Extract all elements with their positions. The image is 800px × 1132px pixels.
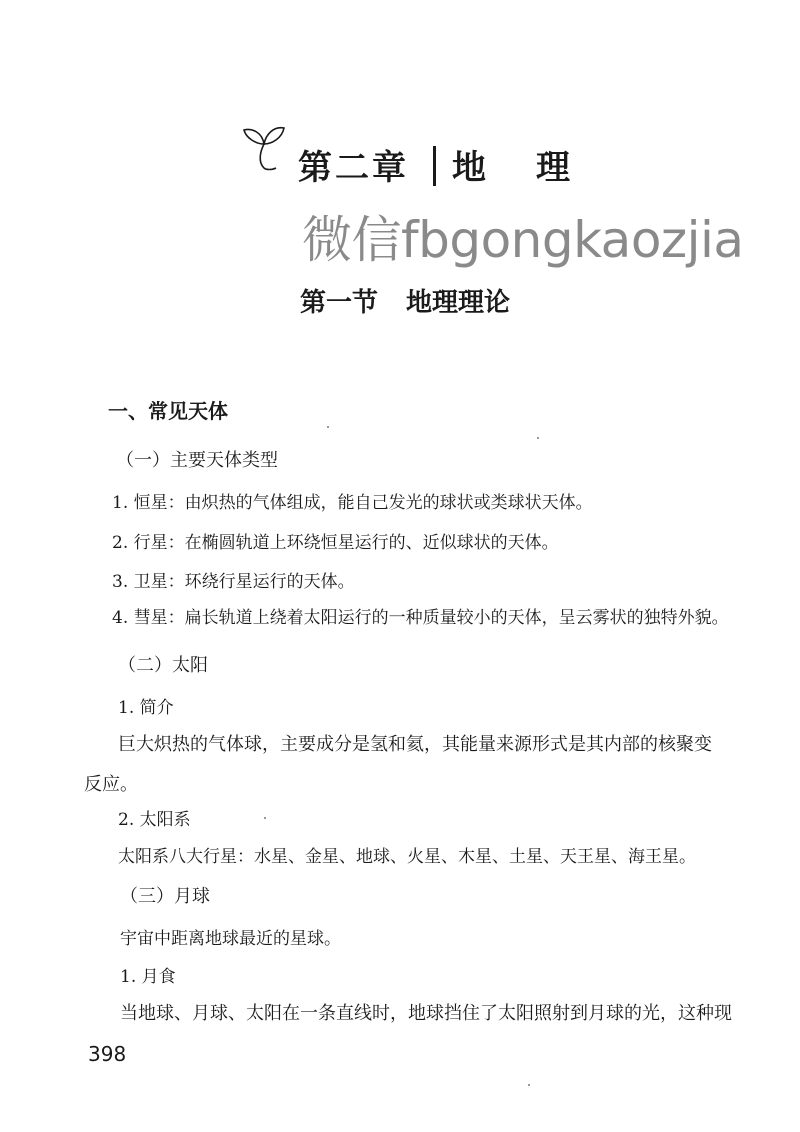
paragraph-line: 宇宙中距离地球最近的星球。: [120, 929, 341, 949]
list-item: 4. 彗星：扁长轨道上绕着太阳运行的一种质量较小的天体，呈云雾状的独特外貌。: [112, 608, 729, 628]
section-number: 第一节: [300, 288, 379, 318]
scan-speck: [327, 426, 329, 428]
page-number: 398: [88, 1042, 127, 1066]
chapter-divider: [433, 146, 436, 186]
list-item: 3. 卫星：环绕行星运行的天体。: [112, 572, 355, 592]
scan-speck: [528, 1084, 530, 1086]
item-title: 1. 月食: [120, 967, 176, 987]
chapter-number: 第二章: [298, 148, 409, 188]
paragraph-line: 太阳系八大行星：水星、金星、地球、火星、木星、土星、天王星、海王星。: [118, 847, 696, 867]
paragraph-line: 巨大炽热的气体球，主要成分是氢和氦，其能量来源形式是其内部的核聚变: [118, 734, 712, 755]
heading-1: 一、常见天体: [108, 399, 228, 423]
chapter-title: 地理: [452, 148, 620, 188]
watermark: 微信fbgongkaozjia: [302, 211, 744, 269]
item-title: 2. 太阳系: [118, 810, 191, 830]
paragraph-line: 当地球、月球、太阳在一条直线时，地球挡住了太阳照射到月球的光，这种现: [120, 1003, 732, 1024]
sub-heading-1: （一）主要天体类型: [116, 450, 278, 471]
paragraph-line: 反应。: [84, 774, 138, 795]
list-item: 2. 行星：在椭圆轨道上环绕恒星运行的、近似球状的天体。: [112, 533, 559, 553]
list-item: 1. 恒星：由炽热的气体组成，能自己发光的球状或类球状天体。: [112, 493, 593, 513]
sub-heading-3: （三）月球: [120, 886, 210, 907]
sprout-icon: [242, 122, 292, 172]
item-title: 1. 简介: [118, 698, 174, 718]
scan-speck: [537, 437, 539, 439]
sub-heading-2: （二）太阳: [118, 655, 208, 676]
section-title: 地理理论: [406, 288, 511, 318]
section-heading: [300, 282, 510, 319]
scan-speck: [264, 817, 266, 819]
